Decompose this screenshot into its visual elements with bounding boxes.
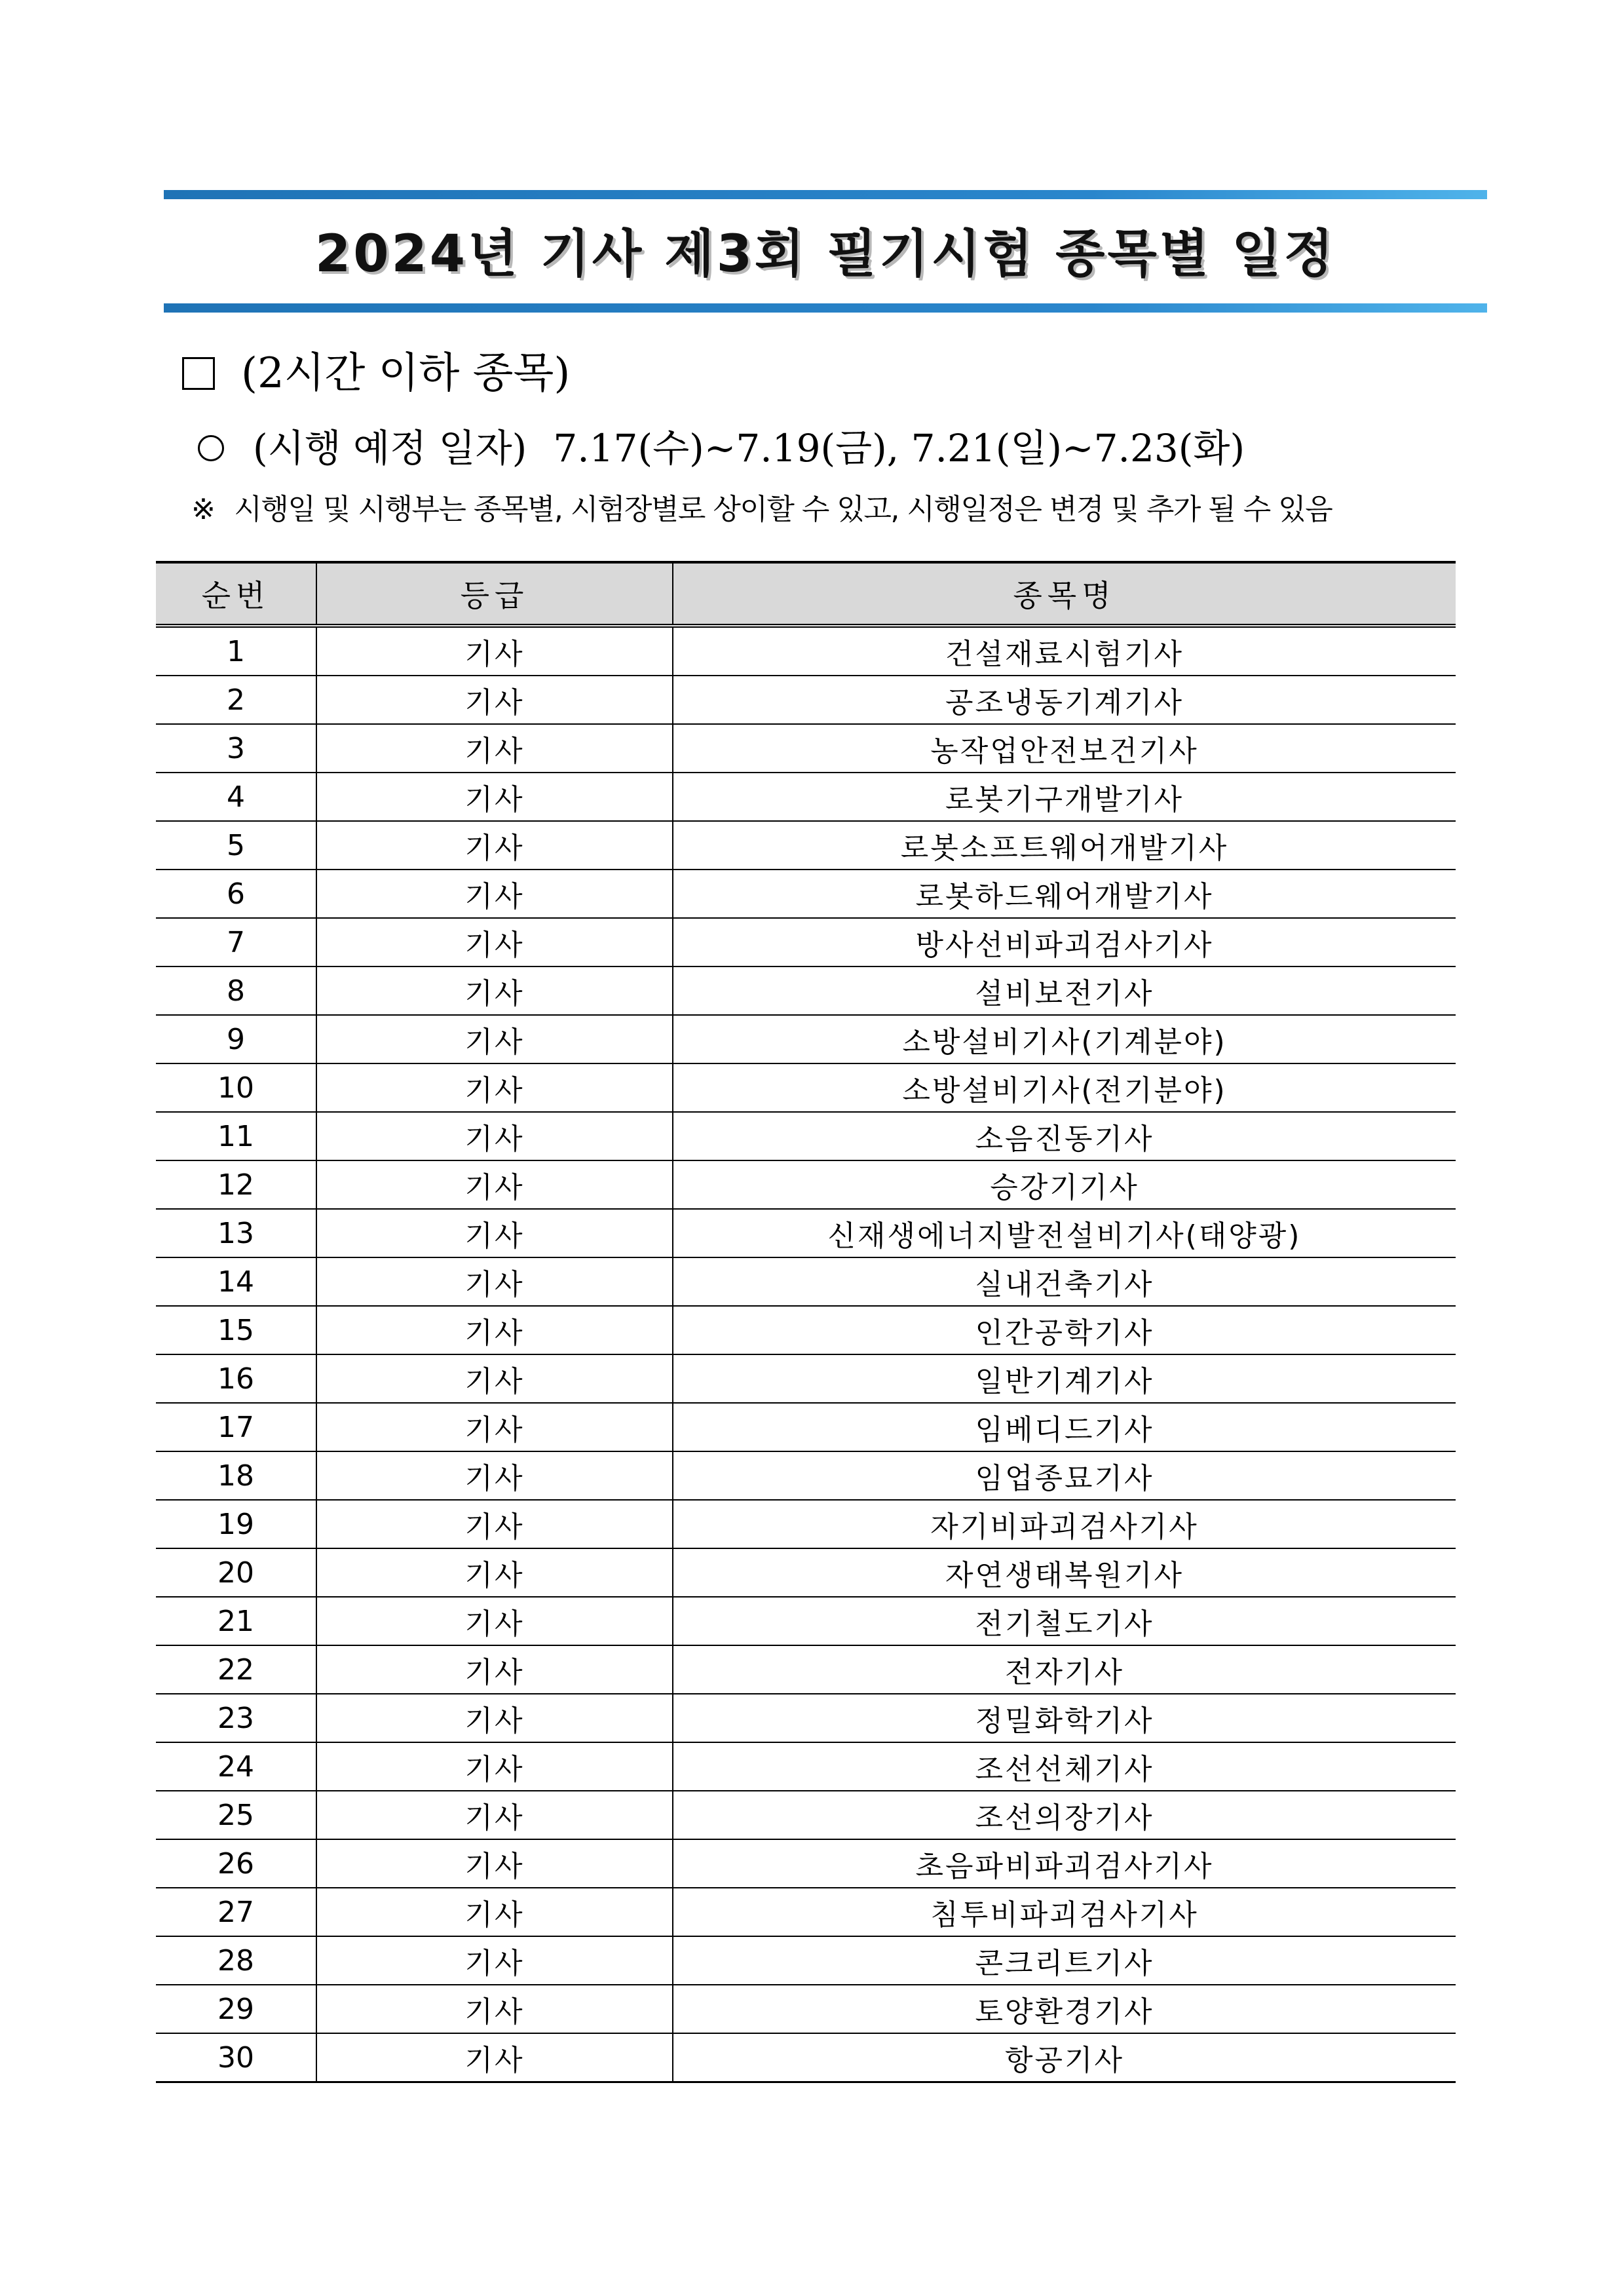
row-grade: 기사 xyxy=(316,1597,673,1645)
row-grade: 기사 xyxy=(316,918,673,966)
table-row xyxy=(156,1015,1456,1063)
row-number: 29 xyxy=(156,1985,316,2033)
row-subject: 초음파비파괴검사기사 xyxy=(673,1839,1456,1888)
note-line xyxy=(191,484,1332,536)
row-number: 3 xyxy=(156,724,316,773)
row-subject: 침투비파괴검사기사 xyxy=(673,1888,1456,1936)
row-subject: 승강기기사 xyxy=(673,1160,1456,1209)
row-grade: 기사 xyxy=(316,1888,673,1936)
row-number: 5 xyxy=(156,821,316,870)
circle-bullet-icon xyxy=(198,435,224,461)
row-grade: 기사 xyxy=(316,1306,673,1354)
row-number: 17 xyxy=(156,1403,316,1451)
row-number: 22 xyxy=(156,1645,316,1694)
row-subject: 로봇기구개발기사 xyxy=(673,773,1456,821)
row-number: 10 xyxy=(156,1063,316,1112)
row-number: 24 xyxy=(156,1742,316,1791)
title-bar-bottom xyxy=(164,303,1487,313)
row-number: 6 xyxy=(156,870,316,918)
row-grade: 기사 xyxy=(316,966,673,1015)
row-subject: 건설재료시험기사 xyxy=(673,626,1456,676)
exam-schedule-table xyxy=(156,561,1456,2083)
table-row xyxy=(156,1112,1456,1160)
table-header-row xyxy=(156,562,1456,626)
table-row xyxy=(156,870,1456,918)
row-subject: 자기비파괴검사기사 xyxy=(673,1500,1456,1548)
table-row xyxy=(156,1306,1456,1354)
note-text: 시행일 및 시행부는 종목별, 시험장별로 상이할 수 있고, 시행일정은 변경 및 추가 될 수 있음 xyxy=(234,493,1332,526)
row-number: 28 xyxy=(156,1936,316,1985)
section-heading xyxy=(182,341,570,406)
table-row xyxy=(156,773,1456,821)
row-grade: 기사 xyxy=(316,1209,673,1257)
table-row xyxy=(156,1936,1456,1985)
row-number: 15 xyxy=(156,1306,316,1354)
row-subject: 실내건축기사 xyxy=(673,1257,1456,1306)
row-grade: 기사 xyxy=(316,1112,673,1160)
row-number: 16 xyxy=(156,1354,316,1403)
table-row xyxy=(156,1451,1456,1500)
row-number: 21 xyxy=(156,1597,316,1645)
row-grade: 기사 xyxy=(316,676,673,724)
table-row xyxy=(156,1403,1456,1451)
row-subject: 정밀화학기사 xyxy=(673,1694,1456,1742)
table-row xyxy=(156,1985,1456,2033)
table-row xyxy=(156,1791,1456,1839)
row-grade: 기사 xyxy=(316,1451,673,1500)
row-subject: 공조냉동기계기사 xyxy=(673,676,1456,724)
table-row xyxy=(156,1694,1456,1742)
table-row xyxy=(156,1160,1456,1209)
row-grade: 기사 xyxy=(316,1015,673,1063)
row-grade: 기사 xyxy=(316,2033,673,2082)
header-number: 순번 xyxy=(156,562,316,626)
row-number: 19 xyxy=(156,1500,316,1548)
row-grade: 기사 xyxy=(316,1936,673,1985)
table-row xyxy=(156,676,1456,724)
table-row xyxy=(156,1063,1456,1112)
row-subject: 임업종묘기사 xyxy=(673,1451,1456,1500)
row-grade: 기사 xyxy=(316,870,673,918)
row-number: 30 xyxy=(156,2033,316,2082)
row-number: 4 xyxy=(156,773,316,821)
reference-mark-icon: ※ xyxy=(191,493,215,526)
row-subject: 토양환경기사 xyxy=(673,1985,1456,2033)
table-row xyxy=(156,1209,1456,1257)
row-number: 9 xyxy=(156,1015,316,1063)
table-row xyxy=(156,1742,1456,1791)
row-grade: 기사 xyxy=(316,1354,673,1403)
row-grade: 기사 xyxy=(316,1791,673,1839)
row-grade: 기사 xyxy=(316,1500,673,1548)
row-number: 1 xyxy=(156,626,316,676)
row-number: 25 xyxy=(156,1791,316,1839)
row-subject: 조선선체기사 xyxy=(673,1742,1456,1791)
table-row xyxy=(156,1888,1456,1936)
row-grade: 기사 xyxy=(316,1839,673,1888)
row-number: 8 xyxy=(156,966,316,1015)
table-row xyxy=(156,1257,1456,1306)
row-subject: 로봇하드웨어개발기사 xyxy=(673,870,1456,918)
table-row xyxy=(156,724,1456,773)
row-grade: 기사 xyxy=(316,1985,673,2033)
row-subject: 전기철도기사 xyxy=(673,1597,1456,1645)
page-title: 2024년 기사 제3회 필기시험 종목별 일정 xyxy=(314,225,1336,284)
title-bar-top xyxy=(164,190,1487,199)
square-bullet-icon xyxy=(182,357,215,390)
row-subject: 로봇소프트웨어개발기사 xyxy=(673,821,1456,870)
row-subject: 인간공학기사 xyxy=(673,1306,1456,1354)
row-subject: 전자기사 xyxy=(673,1645,1456,1694)
row-number: 18 xyxy=(156,1451,316,1500)
row-subject: 소음진동기사 xyxy=(673,1112,1456,1160)
schedule-label: (시행 예정 일자) xyxy=(253,426,527,470)
table-row xyxy=(156,1839,1456,1888)
row-number: 20 xyxy=(156,1548,316,1597)
row-grade: 기사 xyxy=(316,821,673,870)
row-subject: 콘크리트기사 xyxy=(673,1936,1456,1985)
section-heading-text: (2시간 이하 종목) xyxy=(241,349,571,398)
table-row xyxy=(156,1597,1456,1645)
table-row xyxy=(156,918,1456,966)
row-grade: 기사 xyxy=(316,773,673,821)
row-number: 14 xyxy=(156,1257,316,1306)
row-number: 23 xyxy=(156,1694,316,1742)
row-subject: 일반기계기사 xyxy=(673,1354,1456,1403)
row-grade: 기사 xyxy=(316,1160,673,1209)
row-subject: 방사선비파괴검사기사 xyxy=(673,918,1456,966)
row-subject: 소방설비기사(기계분야) xyxy=(673,1015,1456,1063)
table-row xyxy=(156,2033,1456,2082)
table-row xyxy=(156,1354,1456,1403)
row-subject: 설비보전기사 xyxy=(673,966,1456,1015)
row-number: 11 xyxy=(156,1112,316,1160)
row-number: 26 xyxy=(156,1839,316,1888)
header-subject: 종목명 xyxy=(673,562,1456,626)
row-subject: 조선의장기사 xyxy=(673,1791,1456,1839)
row-number: 2 xyxy=(156,676,316,724)
table-row xyxy=(156,626,1456,676)
row-grade: 기사 xyxy=(316,1645,673,1694)
row-number: 27 xyxy=(156,1888,316,1936)
row-subject: 항공기사 xyxy=(673,2033,1456,2082)
table-row xyxy=(156,1500,1456,1548)
row-subject: 자연생태복원기사 xyxy=(673,1548,1456,1597)
row-number: 13 xyxy=(156,1209,316,1257)
row-grade: 기사 xyxy=(316,1694,673,1742)
row-grade: 기사 xyxy=(316,1548,673,1597)
row-number: 12 xyxy=(156,1160,316,1209)
row-grade: 기사 xyxy=(316,1403,673,1451)
table-row xyxy=(156,1548,1456,1597)
row-subject: 소방설비기사(전기분야) xyxy=(673,1063,1456,1112)
row-subject: 농작업안전보건기사 xyxy=(673,724,1456,773)
table-row xyxy=(156,966,1456,1015)
row-grade: 기사 xyxy=(316,1742,673,1791)
table-row xyxy=(156,821,1456,870)
row-grade: 기사 xyxy=(316,1063,673,1112)
schedule-line xyxy=(198,417,1245,480)
schedule-dates: 7.17(수)~7.19(금), 7.21(일)~7.23(화) xyxy=(553,426,1245,470)
table-row xyxy=(156,1645,1456,1694)
header-grade: 등급 xyxy=(316,562,673,626)
row-subject: 신재생에너지발전설비기사(태양광) xyxy=(673,1209,1456,1257)
row-grade: 기사 xyxy=(316,724,673,773)
row-subject: 임베디드기사 xyxy=(673,1403,1456,1451)
row-grade: 기사 xyxy=(316,626,673,676)
row-number: 7 xyxy=(156,918,316,966)
row-grade: 기사 xyxy=(316,1257,673,1306)
